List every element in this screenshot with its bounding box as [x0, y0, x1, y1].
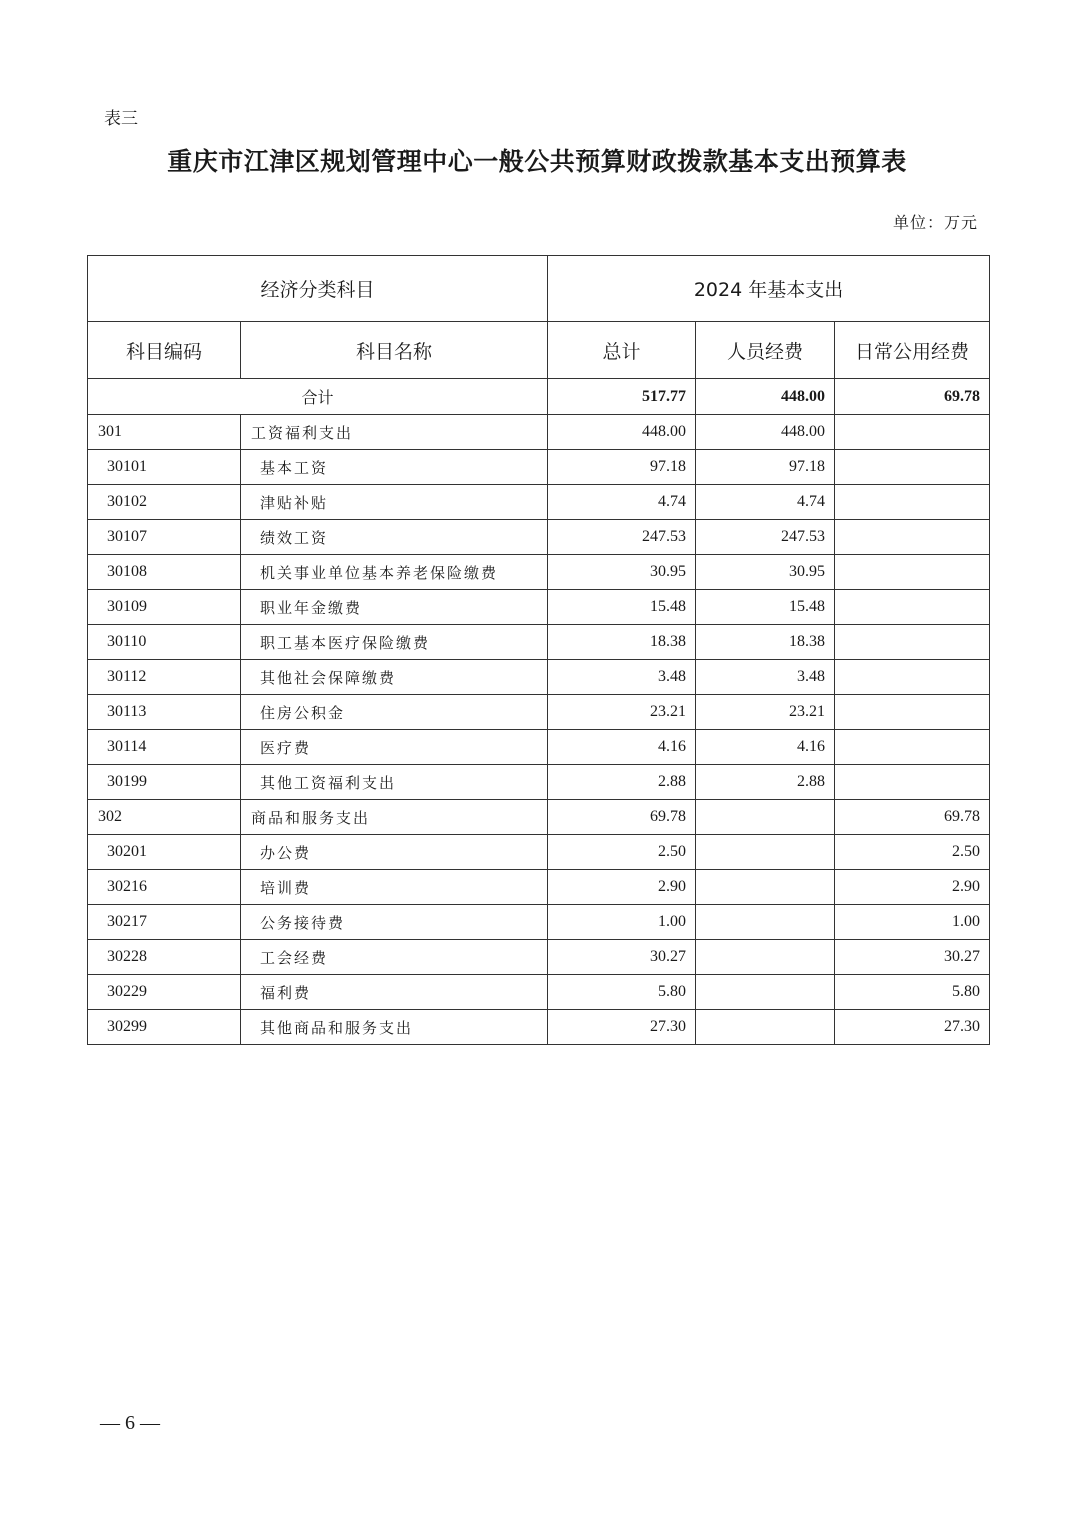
cell-personnel: 23.21: [696, 695, 835, 730]
table-row: [88, 975, 990, 1010]
table-row: [88, 1010, 990, 1045]
table-row: [88, 660, 990, 695]
total-label: 合计: [88, 379, 548, 415]
cell-name: 津贴补贴: [241, 485, 548, 520]
header-group-basic-expenditure: 2024 年基本支出: [548, 256, 990, 322]
cell-personnel: 18.38: [696, 625, 835, 660]
cell-public: [835, 485, 990, 520]
cell-name: 公务接待费: [241, 905, 548, 940]
cell-total: 23.21: [548, 695, 696, 730]
document-title: 重庆市江津区规划管理中心一般公共预算财政拨款基本支出预算表: [167, 147, 907, 176]
total-cell-personnel: 448.00: [696, 379, 835, 415]
cell-code: 30114: [88, 730, 241, 765]
cell-total: 30.95: [548, 555, 696, 590]
cell-total: 97.18: [548, 450, 696, 485]
cell-name: 商品和服务支出: [241, 800, 548, 835]
cell-code: 30199: [88, 765, 241, 800]
cell-code: 30112: [88, 660, 241, 695]
cell-public: 2.90: [835, 870, 990, 905]
cell-code: 30201: [88, 835, 241, 870]
table-row: [88, 485, 990, 520]
table-label: 表三: [104, 109, 138, 129]
cell-public: 27.30: [835, 1010, 990, 1045]
cell-public: 5.80: [835, 975, 990, 1010]
cell-public: 2.50: [835, 835, 990, 870]
cell-total: 448.00: [548, 415, 696, 450]
table-row: [88, 415, 990, 450]
cell-personnel: [696, 940, 835, 975]
table-row: [88, 905, 990, 940]
cell-personnel: 448.00: [696, 415, 835, 450]
cell-public: 69.78: [835, 800, 990, 835]
cell-personnel: [696, 835, 835, 870]
cell-total: 18.38: [548, 625, 696, 660]
cell-total: 2.88: [548, 765, 696, 800]
cell-name: 办公费: [241, 835, 548, 870]
total-cell-public: 69.78: [835, 379, 990, 415]
cell-code: 30101: [88, 450, 241, 485]
column-header-personnel: 人员经费: [696, 322, 835, 379]
cell-total: 4.16: [548, 730, 696, 765]
table-row: [88, 625, 990, 660]
cell-public: [835, 730, 990, 765]
table-row: [88, 555, 990, 590]
cell-name: 工会经费: [241, 940, 548, 975]
cell-name: 工资福利支出: [241, 415, 548, 450]
cell-personnel: 4.16: [696, 730, 835, 765]
cell-personnel: 97.18: [696, 450, 835, 485]
cell-name: 福利费: [241, 975, 548, 1010]
cell-name: 绩效工资: [241, 520, 548, 555]
cell-personnel: [696, 905, 835, 940]
table-row: [88, 520, 990, 555]
table-row: [88, 450, 990, 485]
column-header-public: 日常公用经费: [835, 322, 990, 379]
cell-code: 30110: [88, 625, 241, 660]
unit-label: 单位：万元: [892, 213, 978, 232]
cell-code: 30299: [88, 1010, 241, 1045]
cell-total: 4.74: [548, 485, 696, 520]
cell-public: 1.00: [835, 905, 990, 940]
cell-code: 302: [88, 800, 241, 835]
table-row: [88, 590, 990, 625]
cell-public: [835, 415, 990, 450]
cell-code: 301: [88, 415, 241, 450]
column-header-code: 科目编码: [88, 322, 241, 379]
cell-personnel: [696, 1010, 835, 1045]
cell-public: [835, 590, 990, 625]
column-header-row: [88, 322, 990, 379]
header-group-row: [88, 256, 990, 322]
table-row: [88, 800, 990, 835]
cell-total: 69.78: [548, 800, 696, 835]
cell-code: 30228: [88, 940, 241, 975]
table-row: [88, 730, 990, 765]
cell-personnel: 3.48: [696, 660, 835, 695]
cell-personnel: [696, 800, 835, 835]
header-group-economic-category: 经济分类科目: [88, 256, 548, 322]
cell-public: [835, 450, 990, 485]
cell-name: 职工基本医疗保险缴费: [241, 625, 548, 660]
cell-total: 27.30: [548, 1010, 696, 1045]
page-number: — 6 —: [100, 1412, 160, 1434]
cell-name: 机关事业单位基本养老保险缴费: [241, 555, 548, 590]
cell-public: [835, 520, 990, 555]
budget-table: [87, 255, 990, 1045]
table-row: [88, 695, 990, 730]
cell-personnel: 30.95: [696, 555, 835, 590]
cell-total: 3.48: [548, 660, 696, 695]
total-cell-total: 517.77: [548, 379, 696, 415]
cell-code: 30113: [88, 695, 241, 730]
cell-code: 30108: [88, 555, 241, 590]
cell-code: 30229: [88, 975, 241, 1010]
cell-code: 30217: [88, 905, 241, 940]
cell-code: 30109: [88, 590, 241, 625]
cell-personnel: 247.53: [696, 520, 835, 555]
cell-public: 30.27: [835, 940, 990, 975]
cell-public: [835, 695, 990, 730]
cell-public: [835, 555, 990, 590]
cell-name: 其他工资福利支出: [241, 765, 548, 800]
cell-name: 其他社会保障缴费: [241, 660, 548, 695]
cell-code: 30102: [88, 485, 241, 520]
cell-personnel: [696, 975, 835, 1010]
cell-name: 基本工资: [241, 450, 548, 485]
cell-total: 2.90: [548, 870, 696, 905]
cell-total: 15.48: [548, 590, 696, 625]
cell-code: 30216: [88, 870, 241, 905]
cell-total: 2.50: [548, 835, 696, 870]
cell-total: 30.27: [548, 940, 696, 975]
cell-public: [835, 765, 990, 800]
cell-name: 其他商品和服务支出: [241, 1010, 548, 1045]
column-header-name: 科目名称: [241, 322, 548, 379]
cell-personnel: 15.48: [696, 590, 835, 625]
cell-total: 1.00: [548, 905, 696, 940]
cell-public: [835, 625, 990, 660]
column-header-total: 总计: [548, 322, 696, 379]
cell-personnel: 4.74: [696, 485, 835, 520]
cell-code: 30107: [88, 520, 241, 555]
total-row: [88, 379, 990, 415]
table-row: [88, 870, 990, 905]
cell-total: 5.80: [548, 975, 696, 1010]
cell-personnel: [696, 870, 835, 905]
cell-name: 培训费: [241, 870, 548, 905]
cell-public: [835, 660, 990, 695]
cell-name: 职业年金缴费: [241, 590, 548, 625]
table-row: [88, 765, 990, 800]
cell-personnel: 2.88: [696, 765, 835, 800]
table-row: [88, 835, 990, 870]
table-row: [88, 940, 990, 975]
cell-name: 医疗费: [241, 730, 548, 765]
cell-total: 247.53: [548, 520, 696, 555]
cell-name: 住房公积金: [241, 695, 548, 730]
